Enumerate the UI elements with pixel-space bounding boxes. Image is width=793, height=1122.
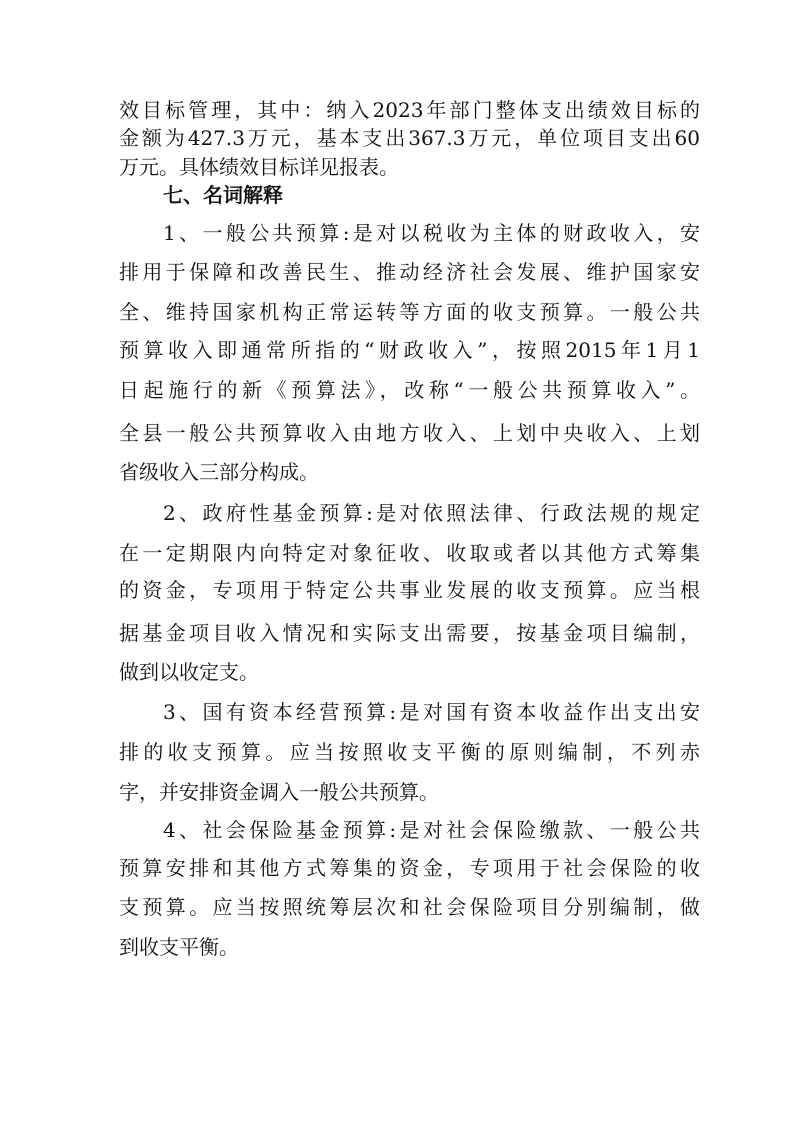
text-line: 全县一般公共预算收入由地方收入、上划中央收入、上划 (119, 421, 700, 445)
text-line: 金额为427.3万元，基本支出367.3万元，单位项目支出60 (119, 126, 700, 150)
text-line: 1、一般公共预算:是对以税收为主体的财政收入，安 (163, 221, 700, 245)
text-line: 预算收入即通常所指的“财政收入”，按照2015年1月1 (119, 338, 700, 362)
text-line: 在一定期限内向特定对象征收、收取或者以其他方式筹集 (119, 541, 700, 565)
section-heading: 七、名词解释 (163, 183, 283, 207)
text-line: 全、维持国家机构正常运转等方面的收支预算。一般公共 (119, 300, 700, 324)
text-line: 省级收入三部分构成。 (119, 460, 319, 484)
text-line: 预算安排和其他方式筹集的资金，专项用于社会保险的收 (119, 856, 700, 880)
text-line: 排用于保障和改善民生、推动经济社会发展、维护国家安 (119, 260, 700, 284)
text-line: 日起施行的新《预算法》，改称“一般公共预算收入”。 (119, 378, 700, 402)
text-line: 效目标管理，其中：纳入2023年部门整体支出绩效目标的 (119, 98, 700, 122)
text-line: 支预算。应当按照统筹层次和社会保险项目分别编制，做 (119, 895, 700, 919)
text-line: 做到以收定支。 (119, 660, 259, 684)
text-line: 4、社会保险基金预算:是对社会保险缴款、一般公共 (163, 818, 700, 842)
text-line: 的资金，专项用于特定公共事业发展的收支预算。应当根 (119, 578, 700, 602)
text-line: 字，并安排资金调入一般公共预算。 (119, 780, 439, 804)
text-line: 万元。具体绩效目标详见报表。 (119, 155, 399, 179)
text-line: 据基金项目收入情况和实际支出需要，按基金项目编制， (119, 621, 700, 645)
text-line: 3、国有资本经营预算:是对国有资本收益作出支出安 (163, 700, 700, 724)
text-line: 到收支平衡。 (119, 935, 239, 959)
text-line: 排的收支预算。应当按照收支平衡的原则编制，不列赤 (119, 740, 700, 764)
text-line: 2、政府性基金预算:是对依照法律、行政法规的规定 (163, 501, 700, 525)
